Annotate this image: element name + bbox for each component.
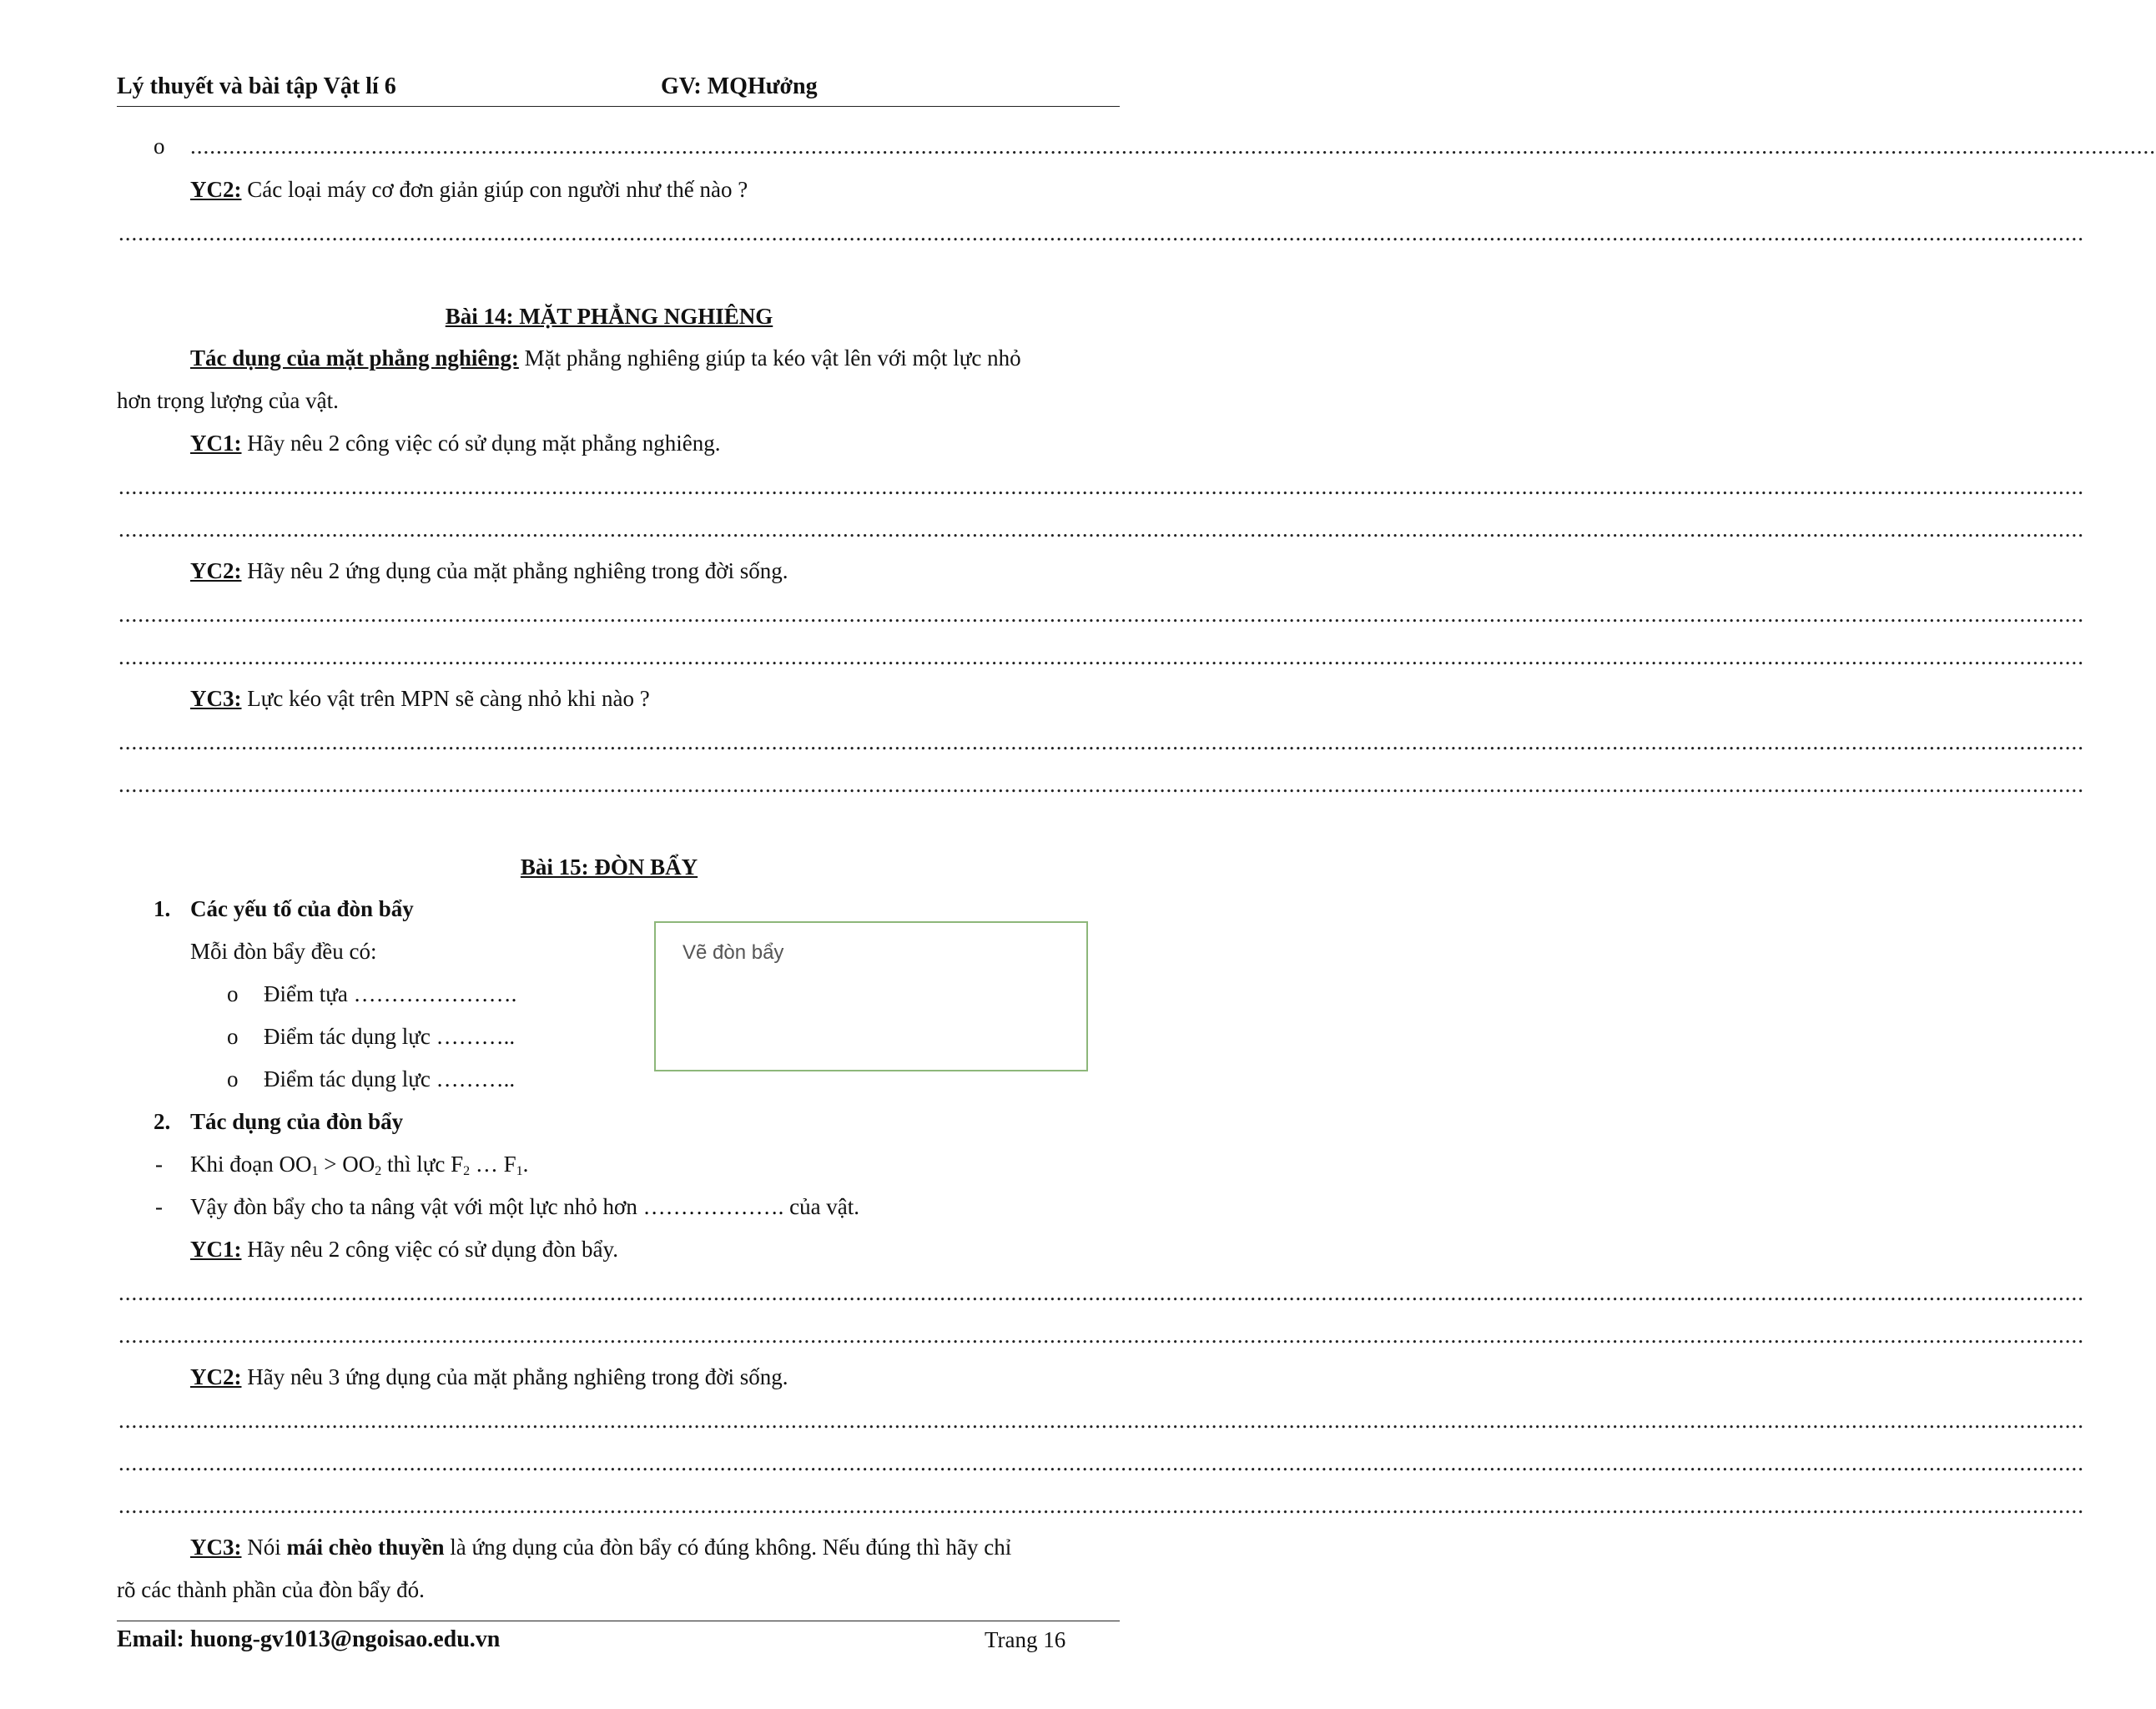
question-yc2 bbox=[190, 1363, 788, 1391]
answer-line: ................................................................................................................................................................................................................................................................................................................ bbox=[118, 602, 2084, 627]
text-part: > OO bbox=[318, 1152, 375, 1177]
list-item: Điểm tựa …………………. bbox=[264, 981, 517, 1006]
question-yc1 bbox=[190, 429, 721, 457]
list-bullet: o bbox=[154, 134, 165, 159]
question-yc1 bbox=[190, 1235, 618, 1263]
text-part: Khi đoạn OO bbox=[190, 1152, 312, 1177]
lever-statement bbox=[190, 1150, 528, 1178]
question-text: là ứng dụng của đòn bẩy có đúng không. Nếu đúng thì hãy chỉ bbox=[444, 1535, 1012, 1560]
question-yc2 bbox=[190, 175, 748, 204]
question-yc2 bbox=[190, 557, 788, 585]
question-emphasis: mái chèo thuyền bbox=[286, 1535, 445, 1560]
list-item: Điểm tác dụng lực ……….. bbox=[264, 1066, 516, 1091]
list-bullet: o bbox=[227, 1066, 239, 1091]
question-text: Hãy nêu 2 công việc có sử dụng mặt phẳng nghiêng. bbox=[241, 431, 721, 456]
subscript: 2 bbox=[463, 1164, 471, 1178]
question-text: Lực kéo vật trên MPN sẽ càng nhỏ khi nào ? bbox=[241, 686, 650, 711]
lesson14-title: Bài 14: MẶT PHẲNG NGHIÊNG bbox=[445, 304, 773, 329]
section-title: Tác dụng của đòn bẩy bbox=[190, 1109, 404, 1134]
question-text: Các loại máy cơ đơn giản giúp con người như thế nào ? bbox=[241, 177, 748, 202]
question-text: Hãy nêu 2 công việc có sử dụng đòn bẩy. bbox=[241, 1237, 619, 1262]
lever-conclusion: Vậy đòn bẩy cho ta nâng vật với một lực nhỏ hơn ………………. của vật. bbox=[190, 1194, 860, 1219]
question-label: YC2: bbox=[190, 177, 242, 202]
lesson15-title: Bài 15: ĐÒN BẨY bbox=[520, 854, 698, 880]
effect-continuation: hơn trọng lượng của vật. bbox=[117, 388, 339, 413]
question-continuation: rõ các thành phần của đòn bẩy đó. bbox=[117, 1577, 425, 1602]
footer-email: Email: huong-gv1013@ngoisao.edu.vn bbox=[117, 1626, 501, 1652]
subscript: 2 bbox=[375, 1164, 382, 1178]
answer-line: ................................................................................................................................................................................................................................................................................................................ bbox=[118, 1280, 2084, 1305]
question-label: YC1: bbox=[190, 431, 242, 456]
question-text: Hãy nêu 2 ứng dụng của mặt phẳng nghiêng trong đời sống. bbox=[241, 558, 788, 583]
answer-line: ................................................................................................................................................................................................................................................................................................................ bbox=[190, 134, 2156, 159]
question-yc3 bbox=[190, 1533, 1011, 1561]
page-number: Trang 16 bbox=[985, 1627, 1066, 1652]
text-part: thì lực F bbox=[381, 1152, 464, 1177]
header-title: Lý thuyết và bài tập Vật lí 6 bbox=[117, 73, 396, 99]
answer-line: ................................................................................................................................................................................................................................................................................................................ bbox=[118, 1493, 2084, 1518]
answer-line: ................................................................................................................................................................................................................................................................................................................ bbox=[118, 517, 2084, 542]
answer-line: ................................................................................................................................................................................................................................................................................................................ bbox=[118, 1450, 2084, 1475]
answer-line: ................................................................................................................................................................................................................................................................................................................ bbox=[118, 729, 2084, 754]
effect-label: Tác dụng của mặt phẳng nghiêng: bbox=[190, 345, 519, 371]
question-text: Hãy nêu 3 ứng dụng của mặt phẳng nghiêng trong đời sống. bbox=[241, 1364, 788, 1389]
question-label: YC1: bbox=[190, 1237, 242, 1262]
answer-line: ................................................................................................................................................................................................................................................................................................................ bbox=[118, 644, 2084, 669]
lesson14-effect bbox=[190, 344, 1021, 372]
question-label: YC3: bbox=[190, 1535, 242, 1560]
text-part: … F bbox=[470, 1152, 516, 1177]
header-rule bbox=[117, 106, 1120, 107]
answer-line: ................................................................................................................................................................................................................................................................................................................ bbox=[118, 772, 2084, 797]
draw-lever-box bbox=[654, 921, 1088, 1071]
question-label: YC2: bbox=[190, 558, 242, 583]
list-dash: - bbox=[155, 1194, 163, 1219]
question-yc3 bbox=[190, 684, 650, 713]
question-text: Nói bbox=[241, 1535, 287, 1560]
section-title: Các yếu tố của đòn bẩy bbox=[190, 896, 414, 921]
lever-intro: Mỗi đòn bẩy đều có: bbox=[190, 939, 377, 964]
effect-text: Mặt phẳng nghiêng giúp ta kéo vật lên với một lực nhỏ bbox=[518, 345, 1021, 371]
question-label: YC2: bbox=[190, 1364, 242, 1389]
answer-line: ................................................................................................................................................................................................................................................................................................................ bbox=[118, 1408, 2084, 1433]
list-bullet: o bbox=[227, 1024, 239, 1049]
answer-line: ................................................................................................................................................................................................................................................................................................................ bbox=[118, 220, 2084, 245]
answer-line: ................................................................................................................................................................................................................................................................................................................ bbox=[118, 474, 2084, 499]
list-dash: - bbox=[155, 1152, 163, 1177]
subscript: 1 bbox=[311, 1164, 319, 1178]
subscript: 1 bbox=[516, 1164, 523, 1178]
section-number: 2. bbox=[154, 1109, 171, 1134]
answer-line: ................................................................................................................................................................................................................................................................................................................ bbox=[118, 1323, 2084, 1348]
header-teacher: GV: MQHưởng bbox=[661, 73, 818, 99]
question-label: YC3: bbox=[190, 686, 242, 711]
draw-box-label: Vẽ đòn bẩy bbox=[683, 941, 784, 964]
list-item: Điểm tác dụng lực ……….. bbox=[264, 1024, 516, 1049]
text-part: . bbox=[522, 1152, 529, 1177]
section-number: 1. bbox=[154, 896, 171, 921]
list-bullet: o bbox=[227, 981, 239, 1006]
